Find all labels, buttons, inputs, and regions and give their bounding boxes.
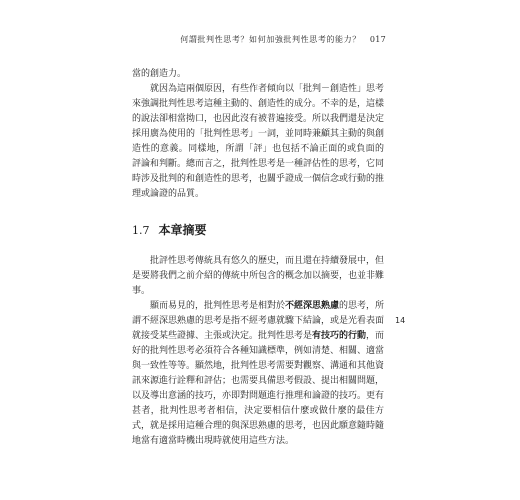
text-line: [132, 299, 384, 314]
text-segment: 就接受某些證據、主張或決定。批判性思考是: [132, 331, 313, 341]
text-line: 當的創造力。: [132, 69, 187, 79]
text-line: 與一致性等等。顯然地，批判性思考需要對觀察、溝通和其他資: [132, 361, 384, 371]
text-line: 批評性思考傳統具有悠久的歷史，而且還在持續發展中，但: [150, 256, 384, 266]
text-block-top: [132, 67, 384, 202]
emphasis-text: 有技巧的行動: [312, 331, 367, 341]
running-head-title: 何謂批判性思考？如何加強批判性思考的能力？: [180, 35, 361, 44]
text-line: 的說法卻相當拗口，也因此沒有被普遍接受。所以我們還是決定: [132, 114, 384, 124]
text-line: [132, 329, 384, 344]
text-line: 謂不經深思熟慮的思考是指不經考慮就驟下結論，或是光看表面: [132, 316, 384, 326]
text-line: 來強調批判性思考這種主動的、創造性的成分。不幸的是，這樣: [132, 99, 384, 109]
text-line: 以及導出意涵的技巧，亦即對問題進行推理和論證的技巧。更有: [132, 391, 384, 401]
text-segment: 顯而易見的，批判性思考是相對於: [150, 301, 286, 311]
text-line: 時涉及批判的和創造性的思考，也關乎證成一個信念或行動的推: [132, 174, 384, 184]
text-line: 事。: [132, 286, 151, 296]
text-line: 造性的意義。同樣地，所謂「評」也包括不論正面的或負面的: [132, 144, 384, 154]
text-block-summary: [132, 254, 384, 449]
text-segment: 的思考，所: [339, 301, 384, 311]
section-heading: [132, 221, 207, 237]
text-line: 甚者，批判性思考者相信，決定要相信什麼或做什麼的最佳方: [132, 406, 384, 416]
text-segment: ，而: [366, 331, 384, 341]
margin-page-marker: 14: [395, 316, 406, 325]
page-number: 017: [369, 35, 386, 44]
text-line: 是要將我們之前介紹的傳統中所包含的概念加以摘要，也並非難: [132, 271, 384, 281]
text-line: 地當有適當時機出現時就使用這些方法。: [132, 436, 295, 446]
text-line: 理或論證的品質。: [132, 189, 205, 199]
text-line: 訊來源進行詮釋和評估；也需要具備思考假設、提出相關問題，: [132, 376, 384, 386]
running-head: [180, 34, 386, 46]
emphasis-text: 不經深思熟慮: [285, 301, 340, 311]
section-number: 1.7: [132, 224, 150, 237]
text-line: 式，就是採用這種合理的與深思熟慮的思考，也因此願意隨時隨: [132, 421, 384, 431]
text-line: 評論和判斷。總而言之，批判性思考是一種評估性的思考，它同: [132, 159, 384, 169]
text-line: 好的批判性思考必須符合各種知識標準，例如清楚、相關、適當: [132, 346, 384, 356]
text-line: 採用廣為使用的「批判性思考」一詞，並同時兼顧其主動的與創: [132, 129, 384, 139]
text-line: 就因為這兩個原因，有些作者傾向以「批判－創造性」思考: [150, 84, 384, 94]
section-title: 本章摘要: [158, 223, 207, 237]
